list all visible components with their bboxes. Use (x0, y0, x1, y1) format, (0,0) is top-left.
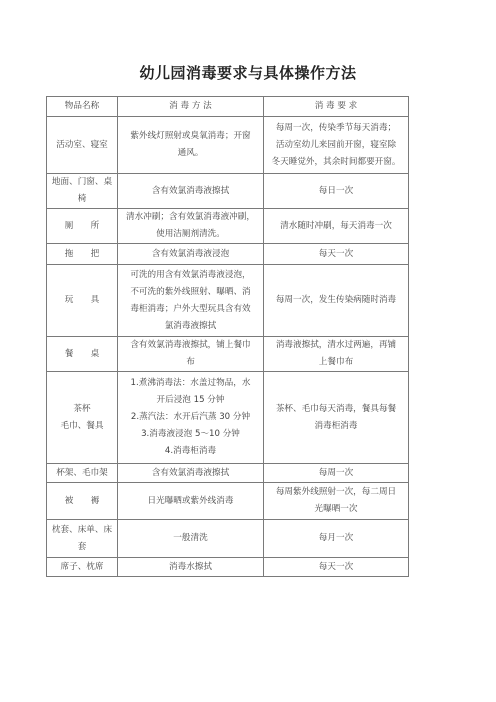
method-cell-line: 使用洁厕剂清洗。 (156, 229, 225, 239)
method-cell (118, 244, 264, 265)
requirement-cell-line: 每月一次 (318, 533, 354, 543)
requirement-cell-line: 每周一次 (318, 467, 354, 478)
method-cell (118, 520, 264, 558)
table-row (47, 464, 409, 483)
method-cell (118, 117, 264, 174)
method-cell-line: 含有效氯消毒液擦拭 (151, 185, 230, 196)
header-requirement: 消 毒 要 求 (264, 97, 409, 117)
item-cell-line: 枕套、床单、床 (51, 524, 113, 535)
item-cell-line: 玩 具 (64, 295, 100, 305)
method-cell (118, 372, 264, 464)
method-cell (118, 174, 264, 209)
requirement-cell (264, 558, 409, 577)
requirement-cell (264, 174, 409, 209)
method-cell-line: 开后浸泡 15 分钟 (156, 395, 225, 405)
method-cell (118, 209, 264, 244)
method-cell-line: 布 (186, 357, 195, 367)
requirement-cell-line: 每周紫外线照射一次，每二周日 (275, 487, 397, 497)
item-cell-line: 活动室、寝室 (56, 139, 108, 150)
method-cell (118, 464, 264, 483)
item-cell (47, 520, 118, 558)
requirement-cell-line: 活动室幼儿来园前开窗，寝室除 (275, 139, 397, 150)
requirement-cell-line: 冬天睡觉外，其余时间都要开窗。 (271, 156, 401, 167)
requirement-cell-line: 光曝晒一次 (314, 504, 358, 514)
item-cell (47, 244, 118, 265)
table-row (47, 209, 409, 244)
table-row (47, 558, 409, 577)
table-row (47, 483, 409, 520)
item-cell-line: 毛巾、餐具 (60, 420, 104, 431)
table-row (47, 174, 409, 209)
requirement-cell-line: 消毒柜消毒 (314, 420, 358, 431)
item-cell-line: 杯架、毛巾架 (56, 467, 108, 478)
requirement-cell-line: 每日一次 (318, 185, 354, 196)
method-cell-line: 清水冲刷；含有效氯消毒液冲刷， (126, 212, 255, 222)
table-row (47, 244, 409, 265)
header-method: 消 毒 方 法 (118, 97, 264, 117)
method-cell (118, 337, 264, 372)
document-title: 幼儿园消毒要求与具体操作方法 (139, 64, 357, 82)
method-cell-line: 4.消毒柜消毒 (164, 446, 217, 456)
method-cell-line: 2.蒸汽法：水开后汽蒸 30 分钟 (130, 412, 251, 422)
requirement-cell (264, 464, 409, 483)
item-cell (47, 483, 118, 520)
requirement-cell (264, 117, 409, 174)
header-item: 物品名称 (47, 97, 118, 117)
method-cell-line: 含有效氯消毒液擦拭 (151, 467, 230, 478)
table-row (47, 265, 409, 337)
requirement-cell (264, 372, 409, 464)
table-row (47, 337, 409, 372)
item-cell-line: 套 (77, 541, 87, 552)
method-cell-line: 氯消毒液擦拭 (164, 320, 217, 331)
requirement-cell-line: 每周一次，发生传染病随时消毒 (275, 295, 397, 305)
item-cell-line: 茶杯 (73, 403, 91, 414)
table-row (47, 520, 409, 558)
requirement-cell (264, 244, 409, 265)
item-cell (47, 337, 118, 372)
item-cell-line: 席子、枕席 (60, 561, 104, 572)
item-cell-line: 厕 所 (64, 220, 100, 231)
requirement-cell (264, 265, 409, 337)
method-cell-line: 含有效氯消毒液擦拭，铺上餐巾 (130, 340, 251, 350)
requirement-cell-line: 清水随时冲刷，每天消毒一次 (280, 220, 392, 231)
item-cell-line: 被 褥 (64, 495, 100, 506)
requirement-cell-line: 消毒液擦拭，清水过两遍，再铺 (275, 340, 397, 350)
method-cell-line: 日光曝晒或紫外线消毒 (147, 495, 234, 506)
item-cell (47, 174, 118, 209)
method-cell-line: 3.消毒液浸泡 5～10 分钟 (141, 429, 240, 439)
item-cell-line: 地面、门窗、桌 (51, 177, 113, 187)
item-cell (47, 464, 118, 483)
method-cell (118, 483, 264, 520)
requirement-cell-line: 每天一次 (318, 561, 354, 572)
method-cell-line: 可洗的用含有效氯消毒液浸泡， (130, 269, 251, 280)
item-cell (47, 265, 118, 337)
table-header-row (47, 97, 409, 117)
item-cell-line: 拖 把 (64, 248, 100, 259)
table-row (47, 117, 409, 174)
method-cell (118, 558, 264, 577)
requirement-cell (264, 483, 409, 520)
disinfection-table (46, 96, 409, 577)
requirement-cell-line: 茶杯、毛巾每天消毒，餐具每餐 (275, 403, 397, 414)
table-row (47, 372, 409, 464)
item-cell-line: 餐 桌 (64, 348, 100, 359)
requirement-cell (264, 209, 409, 244)
requirement-cell-line: 每天一次 (318, 248, 354, 259)
method-cell-line: 不可洗的紫外线照射、曝晒、消 (130, 286, 251, 297)
method-cell (118, 265, 264, 337)
requirement-cell (264, 520, 409, 558)
item-cell (47, 117, 118, 174)
requirement-cell (264, 337, 409, 372)
method-cell-line: 含有效氯消毒液浸泡 (151, 248, 230, 259)
item-cell (47, 372, 118, 464)
method-cell-line: 通风。 (177, 148, 204, 158)
method-cell-line: 1.煮沸消毒法：水盖过物品，水 (130, 378, 251, 388)
method-cell-line: 消毒水擦拭 (169, 561, 212, 572)
requirement-cell-line: 每周一次，传染季节每天消毒； (275, 122, 397, 133)
method-cell-line: 紫外线灯照射或臭氧消毒；开窗 (130, 131, 251, 141)
requirement-cell-line: 上餐巾布 (318, 357, 354, 367)
item-cell-line: 椅 (77, 194, 87, 204)
item-cell (47, 558, 118, 577)
method-cell-line: 一般清洗 (173, 533, 208, 543)
item-cell (47, 209, 118, 244)
method-cell-line: 毒柜消毒；户外大型玩具含有效 (130, 303, 251, 314)
